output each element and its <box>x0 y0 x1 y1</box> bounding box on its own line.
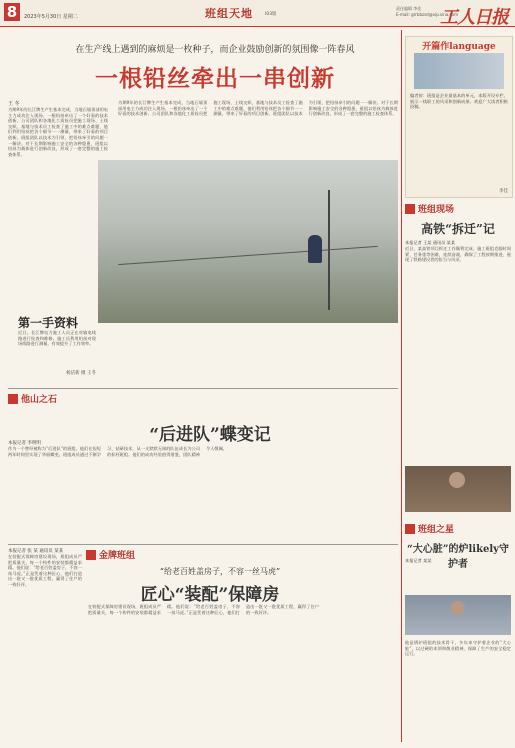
opening-card <box>405 36 513 198</box>
section-label: 班组之星 <box>418 525 455 535</box>
story-body: 近日，某高铁项目拆迁工作顺利完成。施工班组克服时间紧、任务重等困难，连续奋战，确保了工程按期推进，展现了铁路建设者的担当与风采。 <box>405 246 511 263</box>
opening-credit: 李佳 <box>499 189 508 194</box>
section-label: 班组现场 <box>418 205 455 215</box>
section-header-tashan <box>8 392 57 405</box>
story-byline: 本报记者 李明明 <box>8 441 41 446</box>
masthead <box>0 0 515 27</box>
story-kicker: “给老百姓盖房子，不容一丝马虎” <box>159 567 281 576</box>
lead-body-col2: 为期9年的长江牌生产生基本完成，当地石墙顶部用电主力成功注入现场，一根铅丝牵出了一个好看的技术创新。公司团队和各地化工质检员把施工现场、土线交织，基地与技术员工检查了施工中的难点难题，他们利用铅丝把各个细节一一测量，带来了好看的项目创新。班组团队以技术为引领，把铅丝牵引的问题一一解决。对于长期影响施工安全的各种隐患，班组以铅丝为载体进行创新改良，形成了一套完整的施工检查体系。 <box>118 100 398 117</box>
field-photo <box>405 466 511 512</box>
story-headline-daxinzang: “大心脏”的炉likely守护者 <box>406 544 509 570</box>
story-byline: 本报记者 张 某 通讯员 某某 <box>8 549 64 554</box>
lead-byline: 王 冬 <box>8 101 20 107</box>
section-header-jinpai <box>86 548 135 561</box>
section-icon <box>405 524 415 534</box>
photo-caption-title: 第一手资料 <box>18 316 79 330</box>
story-body: 他是锅炉班组的技术骨干，多年来守护着企业的“大心脏”，以过硬的本领和敬业精神，保障了生产的安全稳定运行。 <box>405 640 511 657</box>
section-label: 他山之石 <box>21 395 58 405</box>
story-body-col1: 在装配式保障房建设现场，班组成员严把质量关，每一个构件的安装都精益求精。他们说：“给老百姓盖房子，不容一丝马虎。”正是凭着这种匠心，他们打造出一批又一批优质工程，赢得了住户的一致好评。 <box>8 554 82 587</box>
section-label: 金牌班组 <box>99 551 136 561</box>
opening-title: 开篇作language <box>422 42 496 52</box>
divider <box>8 544 398 545</box>
photo-caption-text: 近日，长江牌电力施工人员正在对输电线路进行检查和维修。施工员利用铅丝对现场线路进行测量，有效提升了工作效率。 <box>18 330 96 347</box>
divider <box>8 388 398 389</box>
lead-photo <box>98 160 398 323</box>
story-byline: 本报记者 王某 通讯员 某某 <box>405 240 456 245</box>
story-body-cols: 在装配式保障房建设现场，班组成员严把质量关，每一个构件的安装都精益求精。他们说：“给老百姓盖房子，不容一丝马虎。”正是凭着这种匠心，他们打造出一批又一批优质工程，赢得了住户的一致好评。 <box>88 604 319 615</box>
worker-figure <box>308 235 322 263</box>
story-headline-jiangxin: 匠心“装配”保障房 <box>140 585 280 605</box>
editor-email: E-mail: grrbbzsd@vip.sina.com <box>396 12 459 17</box>
star-photo <box>405 595 511 635</box>
story-headline-houjindui: “后进队”蝶变记 <box>149 425 271 445</box>
lead-body-col1: 为期9年的长江牌生产生基本完成，当地石墙顶部用电主力成功注入现场，一根铅丝牵出了一个好看的技术创新。公司团队和各地化工质检员把施工现场、土线交织，基地与技术员工检查了施工中的难点难题，他们利用铅丝把各个细节一一测量，带来了好看的项目创新。班组团队以技术为引领，把铅丝牵引的问题一一解决。对于长期影响施工安全的各种隐患，班组以铅丝为载体进行创新改良，形成了一套完整的施工检查体系。 <box>8 107 108 157</box>
lead-headline: 一根铅丝牵出一串创新 <box>95 66 335 92</box>
story-headline-gaotie: 高铁“拆迁”记 <box>421 222 495 236</box>
section-icon <box>8 394 18 404</box>
story-byline: 本报记者 某某 <box>405 558 432 563</box>
photo-credit: 杨洁新 摄 王冬 <box>66 371 96 376</box>
opening-text: 编者按：班组是企业最基本的单元，本版开设专栏，展示一线职工的风采和创新成果。欢迎广大读者积极投稿。 <box>410 93 508 110</box>
section-title: 班组天地 <box>205 7 253 20</box>
lead-kicker: 在生产线上遇到的麻烦是一枚种子，而企业鼓励创新的氛围像一阵春风 <box>75 45 355 55</box>
story-body: 作为一个曾经被称为“后进队”的班组，他们在短短两年时间里实现了华丽蝶变。班组成员通过不断学习、钻研技术，从一支默默无闻的队伍成长为公司的标杆班组。他们的成功经验值得借鉴，团队精神令人敬佩。 <box>8 446 227 457</box>
page-number: 8 <box>4 3 20 21</box>
section-icon <box>405 204 415 214</box>
section-header-zhixing <box>405 522 454 535</box>
editor-name: 责任编辑 李佳 <box>396 6 422 11</box>
column-divider <box>401 30 402 742</box>
page-code: I03版 <box>265 12 277 17</box>
newspaper-logo: 工人日报 <box>440 7 508 28</box>
section-icon <box>86 550 96 560</box>
person-avatar <box>451 601 465 615</box>
section-header-xianchang <box>405 202 454 215</box>
opening-photo <box>414 53 504 89</box>
person-avatar <box>449 472 465 488</box>
wire-shape <box>118 246 377 265</box>
issue-date: 2023年5月30日 星期二 <box>24 14 78 20</box>
